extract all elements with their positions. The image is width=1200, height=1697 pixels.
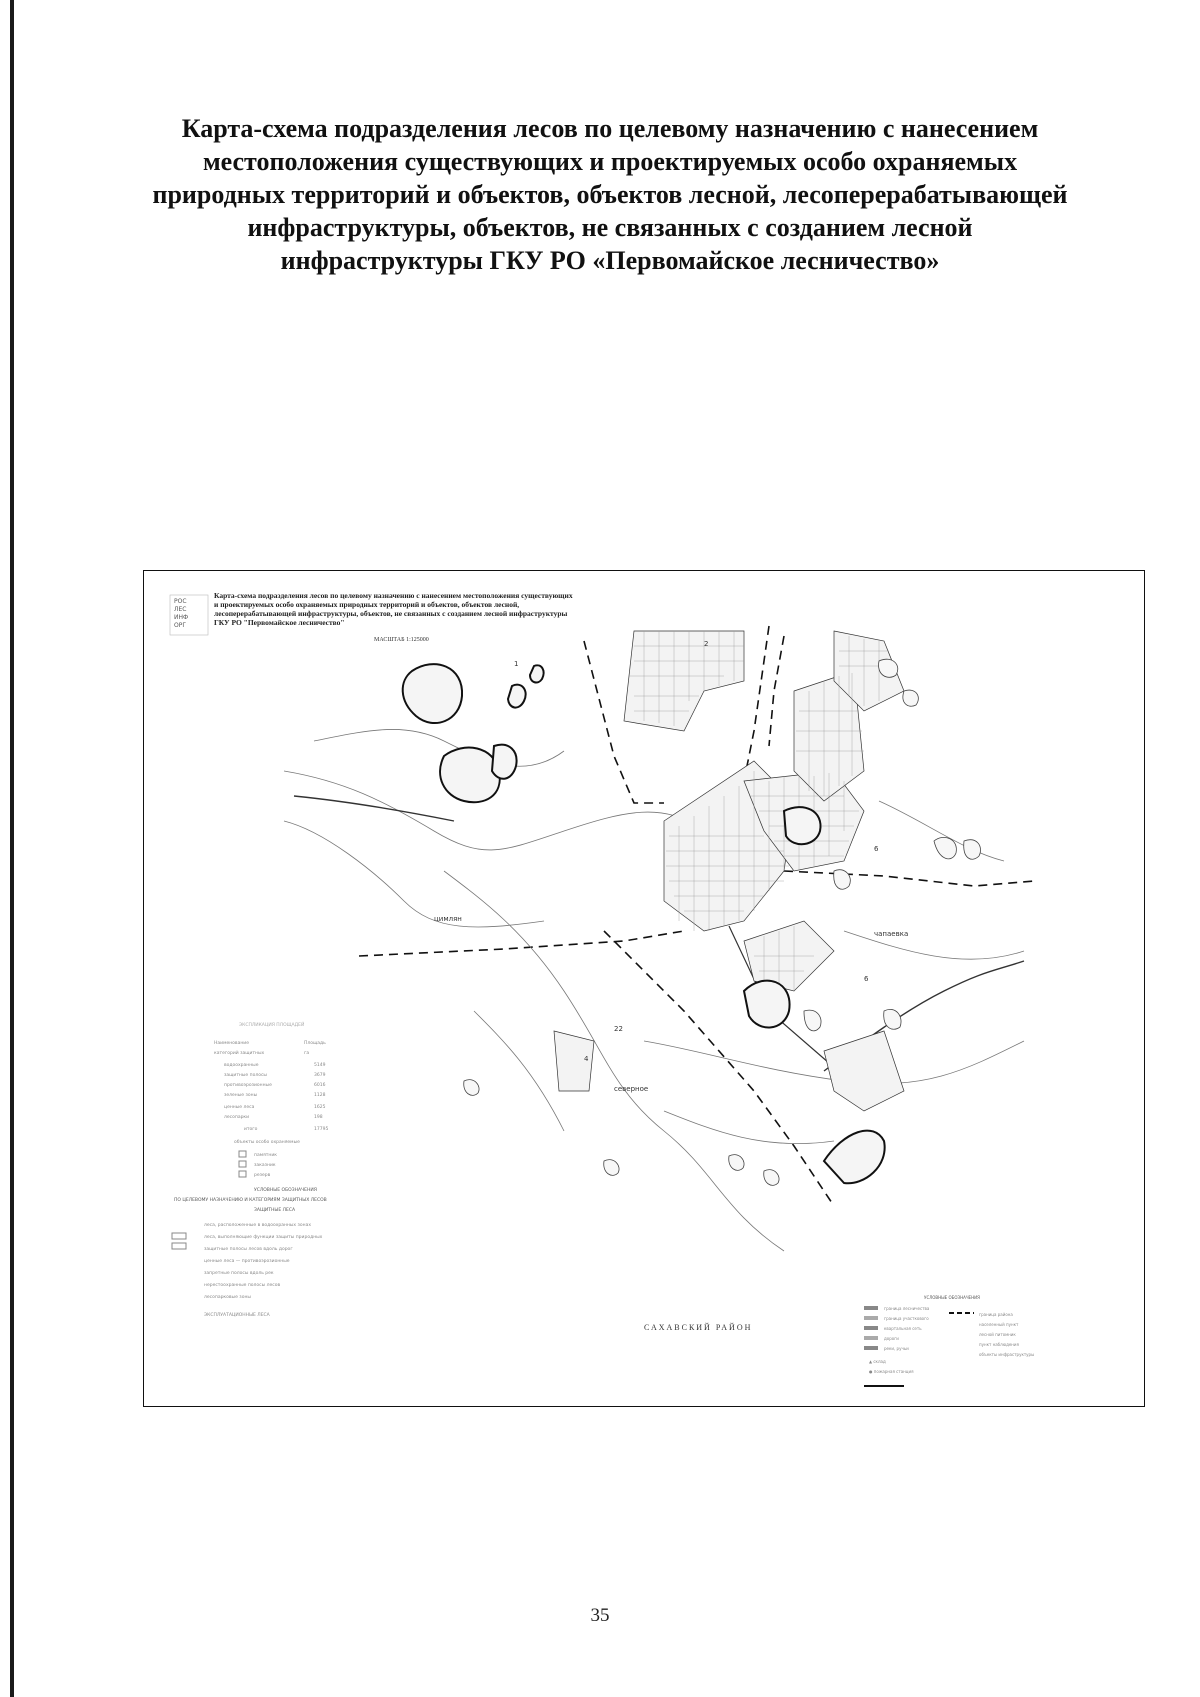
svg-text:Площадь: Площадь	[304, 1041, 326, 1046]
svg-text:1128: 1128	[314, 1093, 326, 1098]
svg-text:нерестоохранные полосы лесов: нерестоохранные полосы лесов	[204, 1283, 281, 1288]
svg-text:лесопарковые зоны: лесопарковые зоны	[204, 1295, 251, 1300]
svg-text:пункт наблюдения: пункт наблюдения	[979, 1342, 1019, 1347]
svg-text:зеленые зоны: зеленые зоны	[224, 1093, 258, 1098]
svg-text:6: 6	[874, 845, 879, 853]
svg-text:граница района: граница района	[979, 1312, 1013, 1317]
svg-text:граница участкового: граница участкового	[884, 1316, 929, 1321]
svg-text:северное: северное	[614, 1085, 649, 1093]
svg-text:1: 1	[514, 660, 519, 668]
svg-text:объекты инфраструктуры: объекты инфраструктуры	[979, 1352, 1035, 1357]
svg-text:6: 6	[864, 975, 869, 983]
svg-text:ОРГ: ОРГ	[174, 622, 186, 629]
svg-text:3679: 3679	[314, 1073, 326, 1078]
svg-text:ПО ЦЕЛЕВОМУ НАЗНАЧЕНИЮ И КАТЕГ: ПО ЦЕЛЕВОМУ НАЗНАЧЕНИЮ И КАТЕГОРИЯМ ЗАЩИТНЫХ ЛЕСОВ	[174, 1198, 327, 1203]
page-number: 35	[590, 1605, 610, 1626]
svg-text:2: 2	[704, 640, 709, 648]
svg-text:водоохранные: водоохранные	[224, 1063, 259, 1068]
map-inner-title-line-2: и проектируемых особо охраняемых природных территорий и объектов, объектов лесной,	[214, 600, 520, 609]
map-inner-title-line-1: Карта-схема подразделения лесов по целевому назначению с нанесением местоположения существующих	[214, 591, 573, 600]
svg-text:леса, расположенные в водоохра: леса, расположенные в водоохранных зонах	[204, 1223, 312, 1228]
svg-text:5149: 5149	[314, 1063, 326, 1068]
title-line-2: местоположения существующих и проектируемых особо охраняемых	[202, 147, 1018, 176]
svg-text:ценные леса: ценные леса	[224, 1105, 255, 1110]
svg-text:● пожарная станция: ● пожарная станция	[869, 1369, 914, 1374]
map-inner-title-line-4: ГКУ РО "Первомайское лесничество"	[214, 618, 345, 627]
map-drawing	[144, 571, 1144, 1406]
svg-text:лесной питомник: лесной питомник	[979, 1332, 1016, 1337]
svg-text:граница лесничества: граница лесничества	[884, 1306, 930, 1311]
svg-text:дороги: дороги	[884, 1336, 899, 1341]
region-label: САХАВСКИЙ РАЙОН	[644, 1323, 753, 1332]
svg-text:реки, ручьи: реки, ручьи	[884, 1346, 909, 1351]
svg-text:▲ склад: ▲ склад	[869, 1359, 886, 1364]
svg-text:квартальная сеть: квартальная сеть	[884, 1326, 922, 1331]
svg-text:цимлян: цимлян	[434, 915, 462, 923]
svg-text:198: 198	[314, 1115, 323, 1120]
svg-text:ЗАЩИТНЫЕ ЛЕСА: ЗАЩИТНЫЕ ЛЕСА	[254, 1208, 296, 1213]
svg-text:запретные полосы вдоль рек: запретные полосы вдоль рек	[204, 1271, 274, 1276]
map-legend-right	[864, 1295, 1034, 1386]
svg-text:противоэрозионные: противоэрозионные	[224, 1083, 272, 1088]
svg-text:ЭКСПЛУАТАЦИОННЫЕ ЛЕСА: ЭКСПЛУАТАЦИОННЫЕ ЛЕСА	[204, 1313, 270, 1318]
svg-text:РОС: РОС	[174, 598, 187, 605]
svg-text:4: 4	[584, 1055, 589, 1063]
svg-text:УСЛОВНЫЕ ОБОЗНАЧЕНИЯ: УСЛОВНЫЕ ОБОЗНАЧЕНИЯ	[924, 1295, 980, 1300]
svg-text:22: 22	[614, 1025, 623, 1033]
document-title	[110, 112, 1110, 277]
svg-text:ЭКСПЛИКАЦИЯ ПЛОЩАДЕЙ: ЭКСПЛИКАЦИЯ ПЛОЩАДЕЙ	[239, 1023, 305, 1028]
title-line-5: инфраструктуры ГКУ РО «Первомайское лесничество»	[280, 246, 940, 275]
map-inner-title	[214, 591, 774, 627]
map-inner-title-line-3: лесоперерабатывающей инфраструктуры, объектов, не связанных с созданием лесной инфраструктуры	[214, 609, 568, 618]
svg-text:17795: 17795	[314, 1127, 329, 1132]
svg-text:итого: итого	[244, 1127, 258, 1132]
svg-text:ЛЕС: ЛЕС	[174, 606, 187, 613]
title-line-3: природных территорий и объектов, объектов лесной, лесоперерабатывающей	[152, 180, 1068, 209]
svg-text:защитные полосы: защитные полосы	[224, 1073, 267, 1078]
svg-text:УСЛОВНЫЕ ОБОЗНАЧЕНИЯ: УСЛОВНЫЕ ОБОЗНАЧЕНИЯ	[254, 1188, 317, 1193]
svg-text:га: га	[304, 1051, 310, 1056]
svg-text:населенный пункт: населенный пункт	[979, 1322, 1019, 1327]
svg-text:чапаевка: чапаевка	[874, 930, 909, 938]
svg-text:1625: 1625	[314, 1105, 326, 1110]
svg-text:категорий защитных: категорий защитных	[214, 1051, 265, 1056]
svg-text:резерв: резерв	[254, 1173, 271, 1178]
svg-text:6016: 6016	[314, 1083, 326, 1088]
svg-text:памятник: памятник	[254, 1153, 278, 1158]
title-line-1: Карта-схема подразделения лесов по целевому назначению с нанесением	[181, 114, 1039, 143]
page-left-edge-line	[10, 0, 14, 1697]
svg-text:лесопарки: лесопарки	[224, 1115, 250, 1120]
map-scale: МАСШТАБ 1:125000	[374, 637, 429, 643]
svg-text:заказник: заказник	[254, 1163, 276, 1168]
svg-text:Наименование: Наименование	[214, 1041, 249, 1046]
title-line-4: инфраструктуры, объектов, не связанных с созданием лесной	[247, 213, 973, 242]
svg-text:защитные полосы лесов вдоль до: защитные полосы лесов вдоль дорог	[204, 1247, 293, 1252]
svg-text:ИНФ: ИНФ	[174, 614, 189, 621]
svg-text:леса, выполняющие функции защи: леса, выполняющие функции защиты природных	[204, 1235, 323, 1240]
organization-logo-icon	[170, 595, 208, 635]
map-scan	[143, 570, 1145, 1407]
svg-text:ценные леса — противоэрозионны: ценные леса — противоэрозионные	[204, 1259, 290, 1264]
map-legend-left	[172, 1021, 328, 1318]
svg-text:объекты особо охраняемые: объекты особо охраняемые	[234, 1140, 300, 1145]
